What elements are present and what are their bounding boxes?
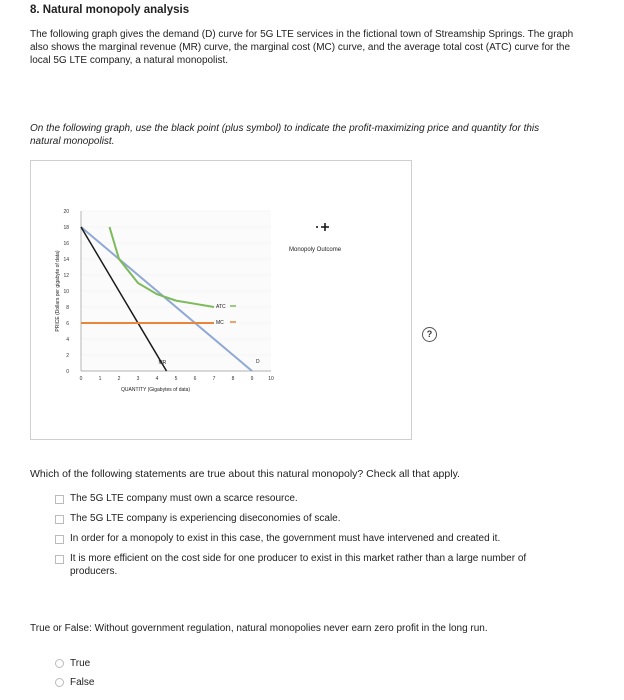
option-row[interactable] — [55, 512, 565, 525]
y-tick-label: 16 — [63, 241, 69, 247]
option-row[interactable] — [55, 552, 565, 578]
x-tick-label: 6 — [193, 376, 197, 382]
curve-label-mr: MR — [158, 360, 167, 366]
x-tick-label: 9 — [250, 376, 254, 382]
checkbox[interactable] — [55, 515, 64, 524]
x-tick-label: 7 — [212, 376, 216, 382]
y-tick-label: 10 — [63, 289, 69, 295]
checkbox-options — [55, 492, 565, 585]
graph-panel — [30, 160, 433, 440]
y-axis-label: PRICE (Dollars per gigabyte of data) — [55, 250, 61, 332]
option-label: It is more efficient on the cost side for one producer to exist in this market rather than a large number of producers. — [70, 553, 527, 577]
legend-label: Monopoly Outcome — [289, 247, 342, 253]
y-tick-label: 4 — [66, 337, 69, 343]
intro-text: The following graph gives the demand (D) curve for 5G LTE services in the fictional town of Streamship Springs. The graph also shows the marginal revenue (MR) curve, the marginal cost (MC) curve, and the average total cost (ATC) curve for the local 5G LTE company, a natural monopolist. — [30, 29, 574, 66]
y-tick-label: 6 — [66, 321, 69, 327]
option-row[interactable] — [55, 532, 565, 545]
checkbox[interactable] — [55, 555, 64, 564]
option-row[interactable] — [55, 492, 565, 505]
option-label: The 5G LTE company must own a scarce resource. — [70, 493, 298, 504]
y-tick-label: 12 — [63, 273, 69, 279]
checkbox[interactable] — [55, 495, 64, 504]
x-axis-label: QUANTITY (Gigabytes of data) — [121, 387, 191, 393]
x-tick-label: 8 — [231, 376, 235, 382]
y-tick-label: 18 — [63, 225, 69, 231]
x-tick-label: 4 — [155, 376, 159, 382]
y-tick-label: 14 — [63, 257, 69, 263]
x-tick-label: 3 — [136, 376, 140, 382]
x-tick-label: 1 — [98, 376, 102, 382]
plus-tool-dot-left — [316, 226, 318, 228]
y-tick-label: 0 — [66, 369, 69, 375]
help-icon[interactable]: ? — [422, 327, 437, 342]
monopoly-outcome-tool[interactable] — [289, 223, 342, 253]
question-heading: 8. Natural monopoly analysis — [30, 4, 190, 16]
radio-button[interactable] — [55, 659, 64, 668]
x-tick-label: 5 — [174, 376, 178, 382]
curve-label-d: D — [256, 359, 260, 365]
option-label: In order for a monopoly to exist in this case, the government must have intervened and created it. — [70, 533, 501, 544]
y-tick-label: 20 — [63, 209, 69, 215]
option-label: The 5G LTE company is experiencing diseconomies of scale. — [70, 513, 341, 524]
x-tick-label: 2 — [117, 376, 121, 382]
radio-row-false[interactable] — [55, 677, 94, 688]
radio-label: True — [70, 658, 91, 669]
curve-label-mc: MC — [216, 320, 224, 326]
true-false-options — [55, 658, 94, 696]
checkbox[interactable] — [55, 535, 64, 544]
radio-button[interactable] — [55, 678, 64, 687]
curve-label-atc: ATC — [216, 304, 226, 310]
x-tick-label: 10 — [268, 376, 274, 382]
x-tick-label: 0 — [79, 376, 83, 382]
chart-svg — [31, 161, 411, 439]
y-tick-label: 2 — [66, 353, 69, 359]
radio-label: False — [70, 677, 95, 688]
check-question: Which of the following statements are true about this natural monopoly? Check all that apply. — [30, 468, 460, 480]
y-tick-label: 8 — [66, 305, 69, 311]
true-false-question: True or False: Without government regulation, natural monopolies never earn zero profit in the long run. — [30, 623, 488, 634]
radio-row-true[interactable] — [55, 658, 94, 669]
instruction-text: On the following graph, use the black point (plus symbol) to indicate the profit-maximizing price and quantity for this natural monopolist. — [30, 123, 540, 147]
